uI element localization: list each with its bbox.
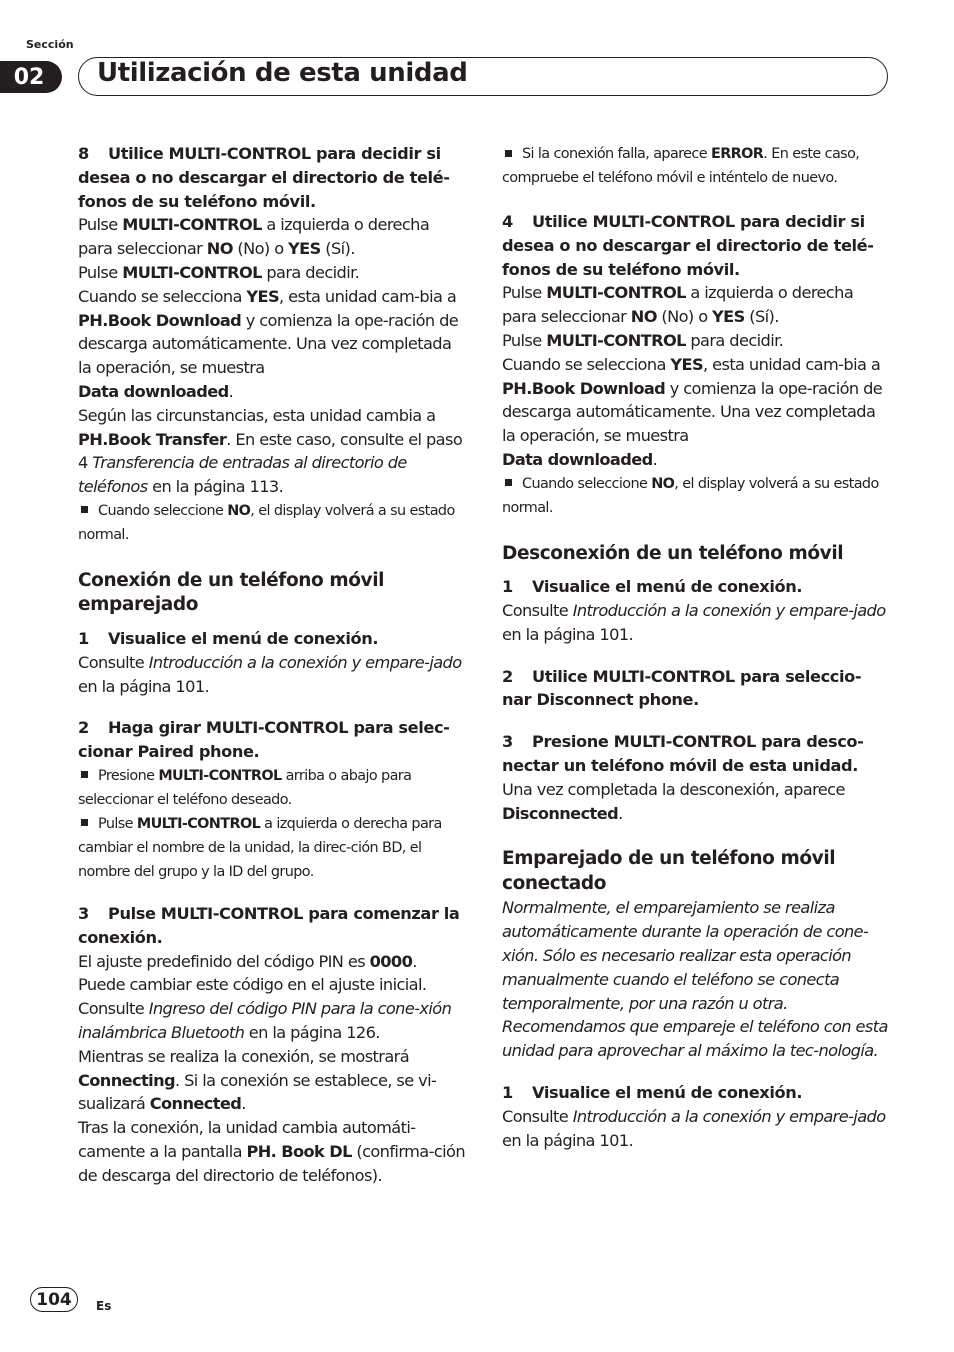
heading-connect-paired: Conexión de un teléfono móvil emparejado bbox=[78, 569, 385, 616]
connect-step-3-status-text: Mientras se realiza la conexión, se mostrará Connecting. Si la conexión se establece, se vi-sualizará Connected. bbox=[78, 1046, 437, 1114]
disconnect-step-1-title: 1 Visualice el menú de conexión. bbox=[502, 577, 803, 597]
pair-intro-text: Normalmente, el emparejamiento se realiza automáticamente durante la operación de cone-xión. Sólo es necesario realizar esta operación manualmente cuando el teléfono se conecta temporalmente, por una razón u otra. Recomendamos que empareje el teléfono con esta unidad para aprovechar al máximo la tec-nología. bbox=[502, 898, 888, 1061]
left-column bbox=[78, 142, 466, 1188]
step-4-yes-text: Cuando se selecciona YES, esta unidad cam-bia a PH.Book Download y comienza la ope-ración de descarga automáticamente. Una vez completada la operación, se muestra bbox=[502, 354, 883, 446]
step-4-decide-text: Pulse MULTI-CONTROL para decidir. bbox=[502, 330, 784, 350]
connect-step-1-text: Consulte Introducción a la conexión y empare-jado en la página 101. bbox=[78, 652, 462, 696]
language-code: Es bbox=[96, 1299, 112, 1313]
disconnect-step-2-title: 2 Utilice MULTI-CONTROL para seleccio-nar Disconnect phone. bbox=[502, 666, 862, 710]
step-4-data-downloaded: Data downloaded. bbox=[502, 449, 658, 469]
step-8-decide-text: Pulse MULTI-CONTROL para decidir. bbox=[78, 262, 360, 282]
disconnect-step-3-text: Una vez completada la desconexión, aparece Disconnected. bbox=[502, 779, 845, 823]
heading-pair-connected: Emparejado de un teléfono móvil conectado bbox=[502, 848, 836, 894]
right-column bbox=[502, 142, 890, 1152]
step-8-yes-text: Cuando se selecciona YES, esta unidad cam-bia a PH.Book Download y comienza la ope-ración de descarga automáticamente. Una vez completada la operación, se muestra bbox=[78, 286, 459, 378]
page-title: Utilización de esta unidad bbox=[97, 58, 468, 88]
pair-step-1-text: Consulte Introducción a la conexión y empare-jado en la página 101. bbox=[502, 1106, 886, 1150]
step-4-note: Cuando seleccione NO, el display volverá a su estado normal. bbox=[502, 475, 879, 516]
step-8-data-downloaded: Data downloaded. bbox=[78, 381, 234, 401]
pair-step-1-title: 1 Visualice el menú de conexión. bbox=[502, 1083, 803, 1103]
bullet-square-icon bbox=[81, 771, 88, 778]
step-8-title: 8 Utilice MULTI-CONTROL para decidir si desea o no descargar el directorio de telé-fonos de su teléfono móvil. bbox=[78, 144, 450, 211]
error-note: Si la conexión falla, aparece ERROR. En este caso, compruebe el teléfono móvil e inténtelo de nuevo. bbox=[502, 146, 860, 186]
disconnect-step-3-title: 3 Presione MULTI-CONTROL para desco-nectar un teléfono móvil de esta unidad. bbox=[502, 732, 864, 776]
disconnect-step-1-text: Consulte Introducción a la conexión y empare-jado en la página 101. bbox=[502, 601, 886, 644]
page-number: 104 bbox=[30, 1287, 78, 1312]
step-8-transfer-text: Según las circunstancias, esta unidad cambia a PH.Book Transfer. En este caso, consulte el paso 4 Transferencia de entradas al directorio de teléfonos en la página 113. bbox=[78, 405, 463, 497]
connect-step-2-title: 2 Haga girar MULTI-CONTROL para selec-cionar Paired phone. bbox=[78, 718, 450, 762]
bullet-square-icon bbox=[505, 150, 512, 157]
bullet-square-icon bbox=[81, 506, 88, 513]
step-8-select-text: Pulse MULTI-CONTROL a izquierda o derecha para seleccionar NO (No) o YES (Sí). bbox=[78, 215, 430, 259]
step-8-note: Cuando seleccione NO, el display volverá a su estado normal. bbox=[78, 502, 455, 543]
step-4-title: 4 Utilice MULTI-CONTROL para decidir si desea o no descargar el directorio de telé-fonos de su teléfono móvil. bbox=[502, 212, 874, 279]
connect-step-2-note-1: Presione MULTI-CONTROL arriba o abajo para seleccionar el teléfono deseado. bbox=[78, 767, 412, 808]
section-number-badge: 02 bbox=[0, 61, 62, 93]
connect-step-3-change-text: Puede cambiar este código en el ajuste inicial. Consulte Ingreso del código PIN para la cone-xión inalámbrica Bluetooth en la página 126. bbox=[78, 975, 452, 1042]
bullet-square-icon bbox=[81, 819, 88, 826]
connect-step-3-pin-text: El ajuste predefinido del código PIN es 0000. bbox=[78, 951, 417, 971]
connect-step-2-note-2: Pulse MULTI-CONTROL a izquierda o derecha para cambiar el nombre de la unidad, la direc-ción BD, el nombre del grupo y la ID del grupo. bbox=[78, 815, 442, 880]
connect-step-3-after-text: Tras la conexión, la unidad cambia automáti-camente a la pantalla PH. Book DL (confirma-ción de descarga del directorio de teléfonos). bbox=[78, 1118, 465, 1185]
bullet-square-icon bbox=[505, 479, 512, 486]
connect-step-3-title: 3 Pulse MULTI-CONTROL para comenzar la conexión. bbox=[78, 903, 460, 947]
section-label: Sección bbox=[26, 38, 74, 51]
heading-disconnect: Desconexión de un teléfono móvil bbox=[502, 542, 844, 564]
connect-step-1-title: 1 Visualice el menú de conexión. bbox=[78, 628, 379, 648]
step-4-select-text: Pulse MULTI-CONTROL a izquierda o derecha para seleccionar NO (No) o YES (Sí). bbox=[502, 283, 854, 327]
